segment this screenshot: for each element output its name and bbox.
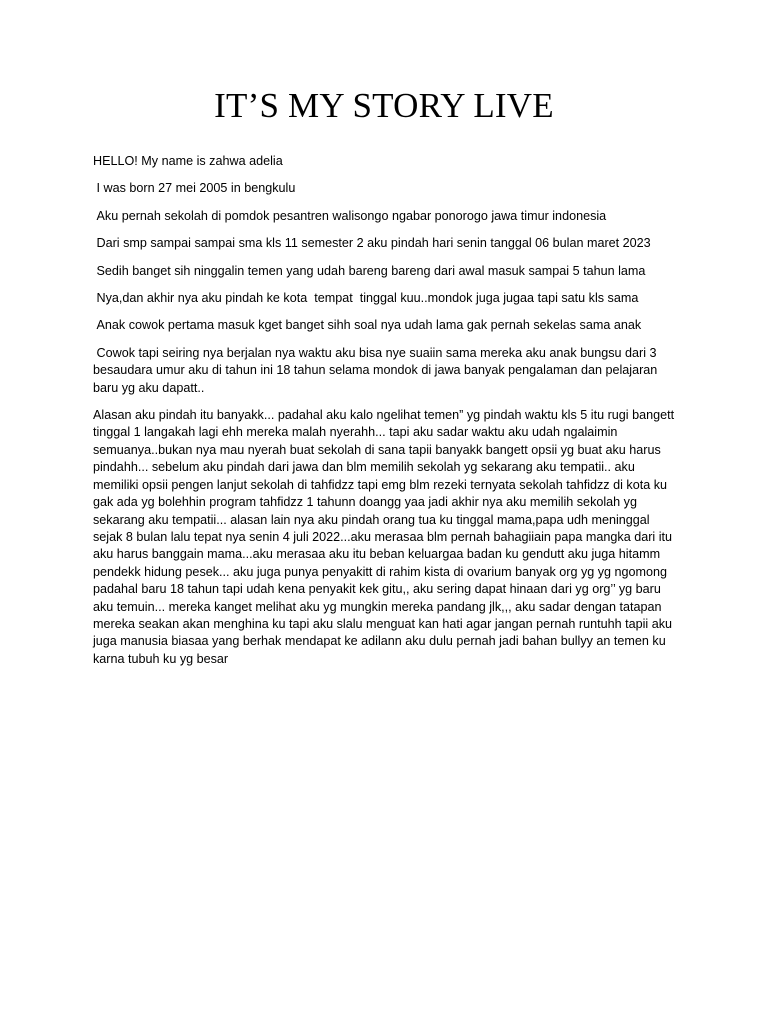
paragraph-school: Aku pernah sekolah di pomdok pesantren walisongo ngabar ponorogo jawa timur indonesia bbox=[93, 208, 607, 223]
document-title: IT’S MY STORY LIVE bbox=[214, 86, 554, 125]
paragraph-sad: Sedih banget sih ninggalin temen yang udah bareng bareng dari awal masuk sampai 5 tahun lama bbox=[93, 263, 646, 278]
paragraph-adapting: Cowok tapi seiring nya berjalan nya waktu aku bisa nye suaiin sama mereka aku anak bungsu dari 3 besaudara umur aku di tahun ini 18 tahun selama mondok di jawa banyak pengalaman dan pelajaran baru yg aku dapatt.. bbox=[93, 345, 661, 395]
paragraph-reasons: Alasan aku pindah itu banyakk... padahal aku kalo ngelihat temen” yg pindah waktu kls 5 itu rugi bangett tinggal 1 langakah lagi ehh mereka malah nyerahh... tapi aku sadar waktu aku udah ngalaimin semuanya..bukan nya mau nyerah buat sekolah di sana tapii banyakk bangett opsii yg buat aku harus pindahh... sebelum aku pindah dari jawa dan blm memilih sekolah yg sekarang aku tempatii.. aku memiliki opsii pengen lanjut sekolah di tahfidzz tapi emg blm rezeki ternyata sekolah tahfidzz di kota ku gak ada yg bolehhin program tahfidzz 1 tahunn doangg yaa jadi akhir nya aku memilih sekolah yg sekarang aku tempatii... alasan lain nya aku pindah orang tua ku tinggal mama,papa udh meninggal sejak 8 bulan lalu tepat nya senin 4 juli 2022...aku merasaa blm pernah bahagiiain papa mangka dari itu aku harus banggain mama...aku merasaa aku itu beban keluargaa badan ku gendutt aku juga hitamm pendekk hidung pesek... aku juga punya penyakitt di rahim kista di ovarium banyak org yg yg ngomong padahal baru 18 tahun tapi udah kena penyakit kek gitu,, aku sering dapat hinaan dari yg org’’ yg baru aku temuin... mereka kanget melihat aku yg mungkin mereka pandang jlk,,, aku sadar dengan tatapan mereka seakan akan menghina ku tapi aku slalu menguat kan hati agar jangan pernah runtuhh tapii aku juga manusia biasaa yang berhak mendapat ke adilann aku dulu pernah jadi bahan bullyy an temen ku karna tubuh ku yg besar bbox=[93, 408, 678, 666]
paragraph-intro: HELLO! My name is zahwa adelia bbox=[93, 154, 283, 168]
paragraph-classmates: Anak cowok pertama masuk kget banget sihh soal nya udah lama gak pernah sekelas sama anak bbox=[93, 318, 642, 333]
document-body bbox=[93, 153, 681, 678]
paragraph-hometown: Nya,dan akhir nya aku pindah ke kota tempat tinggal kuu..mondok juga jugaa tapi satu kls sama bbox=[93, 291, 639, 306]
paragraph-birth: I was born 27 mei 2005 in bengkulu bbox=[93, 181, 296, 196]
paragraph-moved: Dari smp sampai sampai sma kls 11 semester 2 aku pindah hari senin tanggal 06 bulan maret 2023 bbox=[93, 236, 651, 251]
